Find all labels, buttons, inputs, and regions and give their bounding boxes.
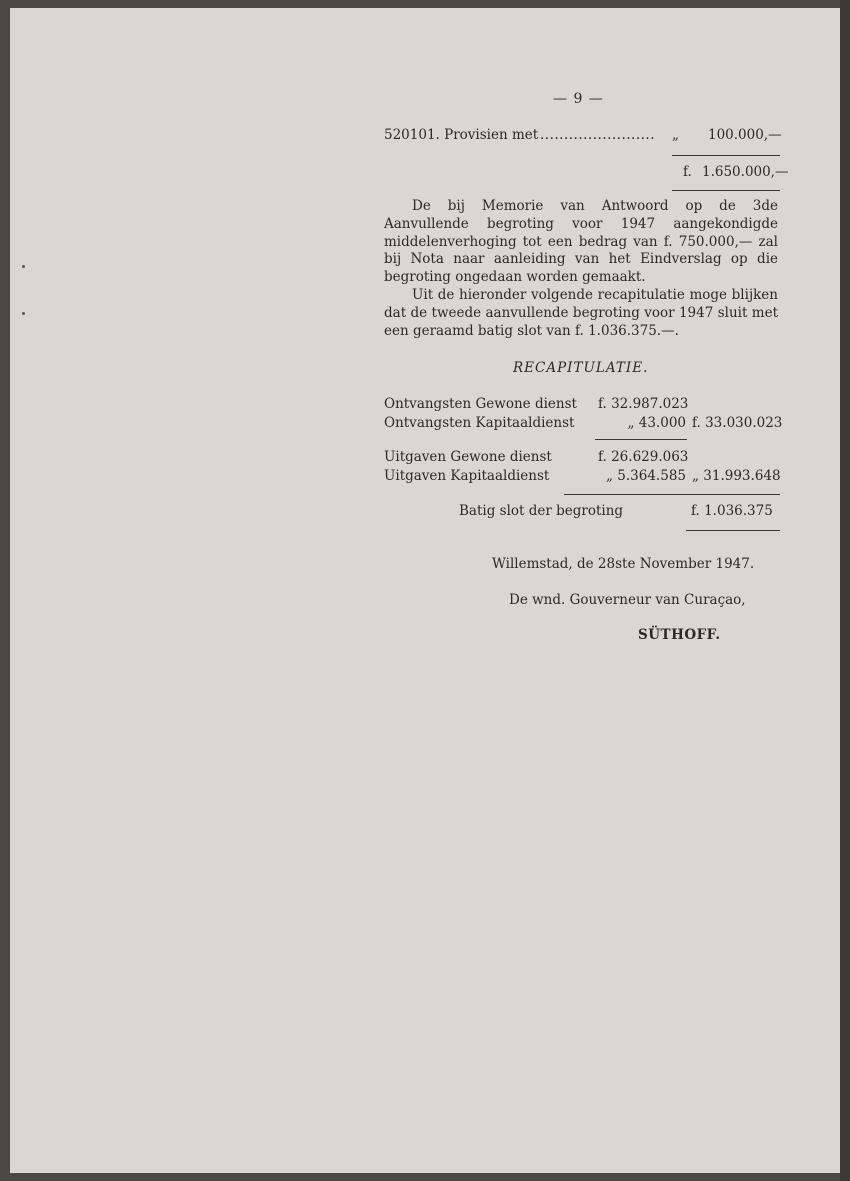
recap-label: Uitgaven Kapitaaldienst [384,468,550,484]
signature-name: SÜTHOFF. [638,627,721,643]
recap-heading: RECAPITULATIE. [513,360,649,376]
recap-col1: f. 26.629.063 [598,449,689,465]
balance-label: Batig slot der begroting [459,503,624,519]
rule [595,439,687,440]
scan-speck [22,265,25,268]
recap-col2: „ 31.993.648 [692,468,781,484]
provision-label: 520101. Provisien met [384,127,539,143]
scan-edge [840,0,850,1181]
total-currency: f. [683,164,692,180]
recap-col1: f. 32.987.023 [598,396,689,412]
ditto-mark: „ [672,127,679,143]
balance-value: f. 1.036.375 [691,503,773,519]
signatory-title: De wnd. Gouverneur van Curaçao, [509,592,746,608]
dot-leader: ........................ [540,127,655,143]
document-page [10,8,840,1173]
rule [564,494,780,495]
place-date: Willemstad, de 28ste November 1947. [492,556,755,572]
recap-col1: „ 43.000 [627,415,686,431]
paragraph-1: De bij Memorie van Antwoord op de 3de Aanvullende begroting voor 1947 aangekondigde middelenverhoging tot een bedrag van f. 750.000,— zal bij Nota naar aanleiding van het Eindverslag op die begroting ongedaan worden gemaakt. [384,198,778,286]
recap-label: Ontvangsten Kapitaaldienst [384,415,575,431]
page-number: — 9 — [553,91,604,107]
recap-col1: „ 5.364.585 [606,468,686,484]
total-amount: 1.650.000,— [702,164,789,180]
paragraph-2: Uit de hieronder volgende recapitulatie moge blijken dat de tweede aanvullende begroting voor 1947 sluit met een geraamd batig slot van f. 1.036.375.—. [384,287,778,339]
rule [672,190,780,191]
provision-amount: 100.000,— [708,127,782,143]
rule [686,530,780,531]
recap-col2: f. 33.030.023 [692,415,783,431]
recap-label: Uitgaven Gewone dienst [384,449,552,465]
recap-label: Ontvangsten Gewone dienst [384,396,577,412]
rule [672,155,780,156]
scan-speck [22,312,25,315]
